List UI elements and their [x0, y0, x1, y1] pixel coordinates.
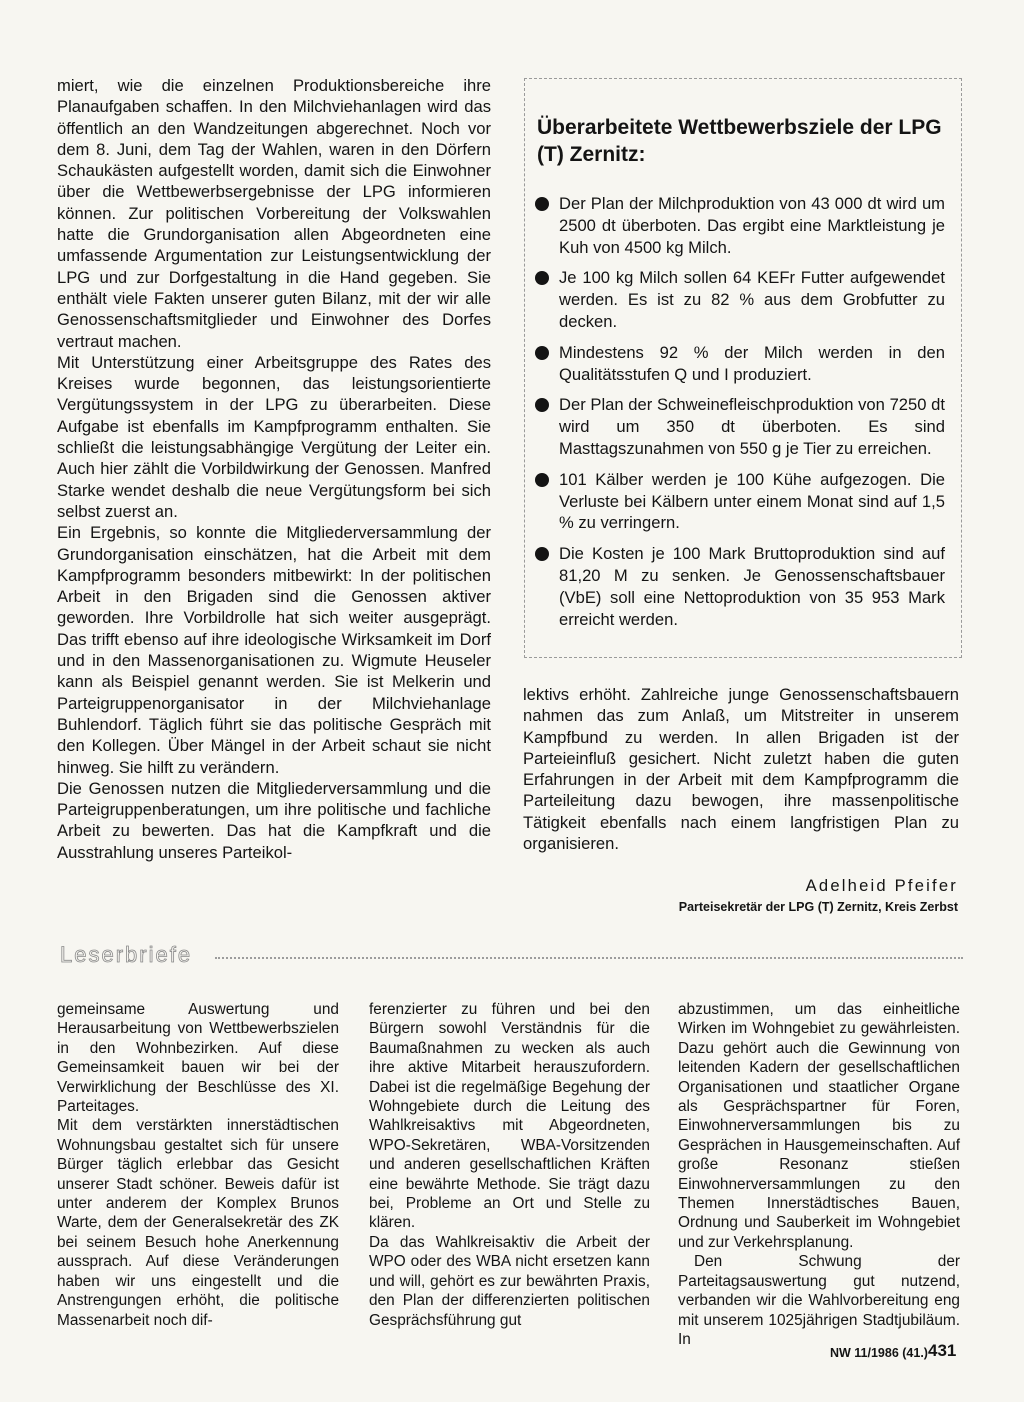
goal-item — [535, 342, 945, 386]
letters-column-2 — [369, 1000, 650, 1330]
paragraph: Die Genossen nutzen die Mitgliederversammlung und die Parteigruppenberatungen, um ihre politische und fachliche Arbeit zu bewerten. Das hat die Kampfkraft und die Ausstrahlung unseres Parteikol- — [57, 778, 491, 862]
paragraph: lektivs erhöht. Zahlreiche junge Genossenschaftsbauern nahmen das zum Anlaß, um Mitstreiter in unserem Kampfbund zu werden. In allen Brigaden ist der Parteieinfluß gesichert. Nicht zuletzt haben die guten Erfahrungen in der Arbeit mit dem Kampfprogramm die Parteileitung dazu bewogen, ihre massenpolitische Tätigkeit ebenfalls nach einem langfristigen Plan zu organisieren. — [523, 685, 959, 854]
bullet-icon — [535, 398, 549, 412]
paragraph: ferenzierter zu führen und bei den Bürgern sowohl Verständnis für die Baumaßnahmen zu wecken als auch ihre aktive Mitarbeit herauszufordern. Dabei ist die regelmäßige Begehung der Wohngebiete durch die Leitung des Wahlkreisaktivs mit Abgeordneten, WPO-Sekretären, WBA-Vorsitzenden und anderen gesellschaftlichen Kräften eine bewährte Methode. Sie trägt dazu bei, Probleme an Ort und Stelle zu klären. — [369, 1001, 650, 1232]
paragraph: Ein Ergebnis, so konnte die Mitgliederversammlung der Grundorganisation einschätzen, hat die Arbeit mit dem Kampfprogramm besonders mitbewirkt: In der politischen Arbeit in den Brigaden sind die Genossen aktiver geworden. Ihre Vorbildrolle hat sich weiter ausgeprägt. Das trifft ebenso auf ihre ideologische Wirksamkeit im Dorf und in den Massenorganisationen zu. Wigmute Heuseler kann als Beispiel genannt werden. Sie ist Melkerin und Parteigruppenorganisator in der Milchviehanlage Buhlendorf. Täglich führt sie das politische Gespräch mit den Kollegen. Über Mängel in der Arbeit schaut sie nicht hinweg. Sie hilft zu verändern. — [57, 523, 491, 777]
goal-text: Die Kosten je 100 Mark Bruttoproduktion sind auf 81,20 M zu senken. Je Genossenschaftsbauer (VbE) soll eine Nettoproduktion von 35 953 Mark erreicht werden. — [559, 544, 945, 629]
goal-text: Der Plan der Milchproduktion von 43 000 dt wird um 2500 dt überboten. Das ergibt eine Marktleistung je Kuh von 4500 kg Milch. — [559, 194, 945, 257]
goal-text: Mindestens 92 % der Milch werden in den Qualitätsstufen Q und I produziert. — [559, 342, 945, 384]
paragraph: Da das Wahlkreisaktiv die Arbeit der WPO oder des WBA nicht ersetzen kann und will, gehört es zur bewährten Praxis, den Plan der differenzierten politischen Gesprächsführung gut — [369, 1233, 650, 1329]
goal-item — [535, 543, 945, 630]
article-left-column — [57, 75, 491, 863]
paragraph: Mit Unterstützung einer Arbeitsgruppe des Rates des Kreises wurde begonnen, das leistungsorientierte Vergütungssystem in der LPG zu überarbeiten. Diese Aufgabe ist ebenfalls im Kampfprogramm enthalten. Sie schließt die leistungsabhängige Vergütung der Leiter ein. Auch hier zählt die Vorbildwirkung der Genossen. Manfred Starke wendet deshalb die neue Vergütungsform bei sich selbst zuerst an. — [57, 352, 491, 521]
issue-reference: NW 11/1986 (41.) — [830, 1346, 928, 1360]
goal-item — [535, 193, 945, 258]
letters-column-1 — [57, 1000, 339, 1330]
section-label: Leserbriefe — [60, 942, 193, 967]
section-divider — [215, 957, 963, 959]
goal-item — [535, 469, 945, 534]
paragraph: gemeinsame Auswertung und Herausarbeitung von Wettbewerbszielen in den Wohnbezirken. Auf diese Gemeinsamkeit bauen wir bei der Verwirklichung der Beschlüsse des XI. Parteitages. — [57, 1001, 339, 1116]
paragraph: abzustimmen, um das einheitliche Wirken im Wohngebiet zu gewährleisten. Dazu gehört auch die Gewinnung von leitenden Kadern der gesellschaftlichen Organisationen und staatlicher Organe als Gesprächspartner für Foren, Einwohnerversammlungen bis zu Gesprächen in Hausgemeinschaften. Auf große Resonanz stießen Einwohnerversammlungen zu den Themen Innerstädtisches Bauen, Ordnung und Sauberkeit im Wohngebiet und zur Verkehrsplanung. — [678, 1001, 960, 1251]
goals-list — [535, 193, 945, 639]
article-right-continuation — [523, 684, 959, 854]
goal-item — [535, 394, 945, 459]
author-name: Adelheid Pfeifer — [805, 876, 958, 895]
bullet-icon — [535, 346, 549, 360]
paragraph: Mit dem verstärkten innerstädtischen Wohnungsbau gestaltet sich für unsere Bürger täglich erlebbar das Gesicht unserer Stadt schöner. Beweis dafür ist unter anderem der Komplex Brunos Warte, dem der Generalsekretär des ZK bei seinem Besuch hohe Anerkennung aussprach. Auf diese Veränderungen haben wir uns eingestellt und die Anstrengungen erhöht, die politische Massenarbeit noch dif- — [57, 1117, 339, 1329]
goal-text: 101 Kälber werden je 100 Kühe aufgezogen. Die Verluste bei Kälbern unter einem Monat sind auf 1,5 % zu verringern. — [559, 469, 945, 533]
paragraph: Den Schwung der Parteitagsauswertung gut nutzend, verbanden wir die Wahlvorbereitung eng mit unserem 1025jährigen Stadtjubiläum. In — [678, 1253, 960, 1348]
bullet-icon — [535, 271, 549, 285]
bullet-icon — [535, 547, 549, 561]
bullet-icon — [535, 473, 549, 487]
page-number: 431 — [928, 1341, 957, 1360]
goals-box-title: Überarbeitete Wettbewerbsziele der LPG (T) Zernitz: — [537, 116, 942, 166]
author-role: Parteisekretär der LPG (T) Zernitz, Kreis Zerbst — [678, 900, 958, 914]
goal-text: Je 100 kg Milch sollen 64 KEFr Futter aufgewendet werden. Es ist zu 82 % aus dem Grobfutter zu decken. — [559, 268, 945, 331]
bullet-icon — [535, 197, 549, 211]
goal-text: Der Plan der Schweinefleischproduktion von 7250 dt wird um 350 dt überboten. Es sind Masttagszunahmen von 550 g je Tier zu erreichen. — [559, 395, 945, 458]
letters-column-3 — [678, 1000, 960, 1349]
goal-item — [535, 267, 945, 332]
paragraph: miert, wie die einzelnen Produktionsbereiche ihre Planaufgaben schaffen. In den Milchviehanlagen wird das öffentlich an den Wandzeitungen abgerechnet. Noch vor dem 8. Juni, dem Tag der Wahlen, waren in den Dörfern Schaukästen aufgestellt worden, damit sich die Einwohner über die Wettbewerbsergebnisse der LPG informieren können. Zur politischen Vorbereitung der Volkswahlen hatte die Grundorganisation allen Abgeordneten eine umfassende Argumentation zur Leistungsentwicklung der LPG und zur Dorfgestaltung in die Hand gegeben. Sie enthält viele Fakten unserer guten Bilanz, mit der wir alle Genossenschaftsmitglieder und Einwohner des Dorfes vertraut machen. — [57, 76, 491, 351]
